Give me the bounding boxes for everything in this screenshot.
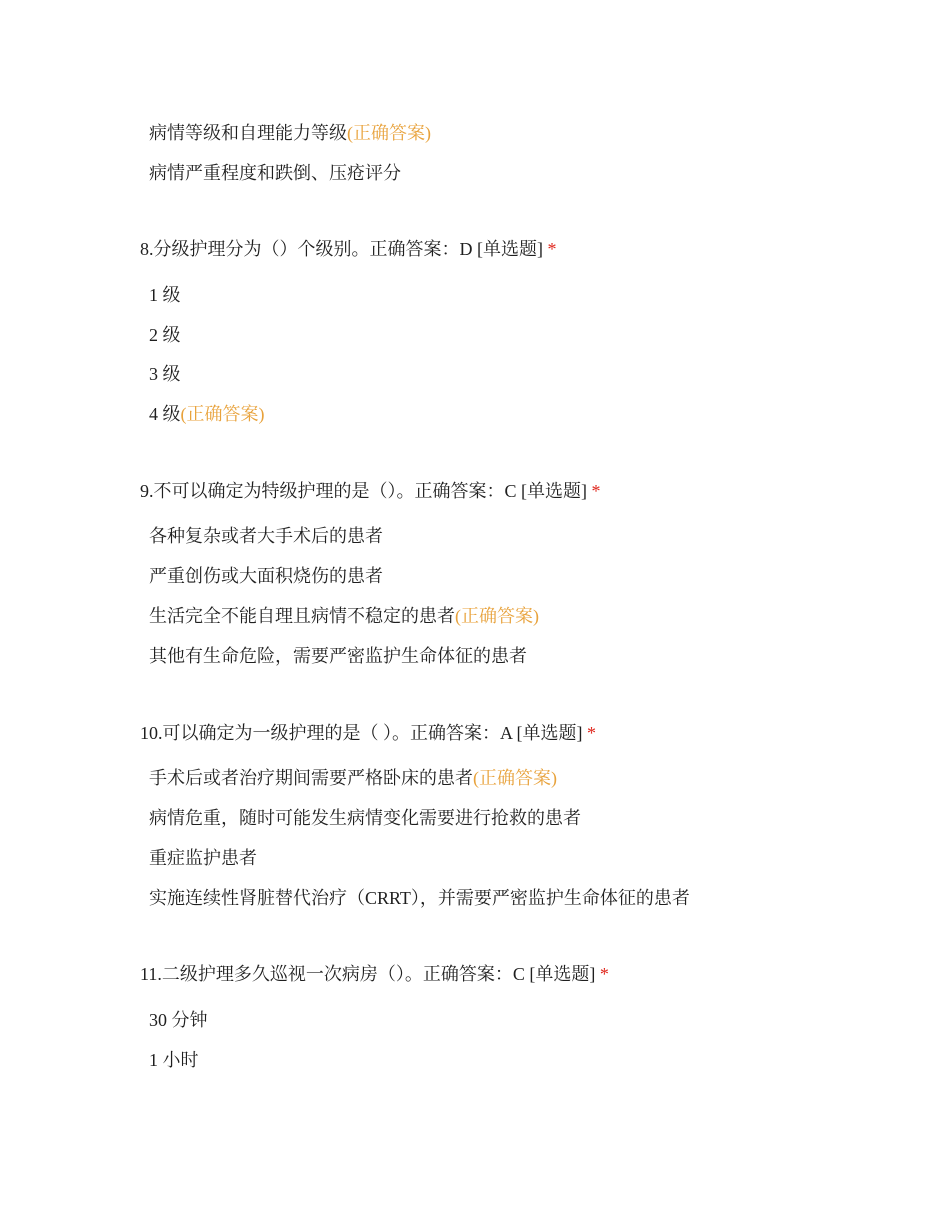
option-text: 4 级 [149, 404, 181, 424]
required-mark: * [587, 723, 596, 743]
q10-option-1 [149, 766, 557, 790]
q11-option-1 [149, 1008, 208, 1032]
question-8-title [140, 237, 557, 261]
option-text: 生活完全不能自理且病情不稳定的患者 [149, 606, 455, 626]
correct-answer-label: (正确答案) [347, 123, 431, 143]
question-11-title [140, 962, 609, 986]
option-text: 重症监护患者 [149, 848, 257, 868]
question-10-title [140, 721, 596, 745]
option-text: 病情严重程度和跌倒、压疮评分 [149, 163, 401, 183]
option-text: 病情危重，随时可能发生病情变化需要进行抢救的患者 [149, 808, 581, 828]
q9-option-3 [149, 604, 539, 628]
q7-option-1 [149, 121, 431, 145]
q11-option-2 [149, 1048, 199, 1072]
q10-option-3 [149, 846, 257, 870]
q10-option-2 [149, 806, 581, 830]
q8-option-2 [149, 323, 181, 347]
correct-answer-label: (正确答案) [455, 606, 539, 626]
option-text: 1 级 [149, 285, 181, 305]
correct-answer-label: (正确答案) [180, 404, 265, 424]
option-text: 30 分钟 [149, 1010, 208, 1030]
q8-option-1 [149, 283, 181, 307]
q8-option-4 [149, 402, 265, 426]
required-mark: * [591, 481, 601, 501]
option-text: 2 级 [149, 325, 181, 345]
question-text: 10.可以确定为一级护理的是（ ）。正确答案：A [单选题] [140, 723, 583, 743]
option-text: 其他有生命危险，需要严密监护生命体征的患者 [149, 646, 527, 666]
option-text: 3 级 [149, 364, 181, 384]
question-text: 11.二级护理多久巡视一次病房（）。正确答案：C [单选题] [140, 964, 596, 984]
option-text: 病情等级和自理能力等级 [149, 123, 347, 143]
correct-answer-label: (正确答案) [473, 768, 557, 788]
q9-option-2 [149, 564, 383, 588]
q9-option-1 [149, 524, 383, 548]
option-text: 手术后或者治疗期间需要严格卧床的患者 [149, 768, 473, 788]
question-9-title [140, 479, 601, 503]
question-text: 8.分级护理分为（）个级别。正确答案：D [单选题] [140, 239, 543, 259]
option-text: 严重创伤或大面积烧伤的患者 [149, 566, 383, 586]
q9-option-4 [149, 644, 527, 668]
required-mark: * [547, 239, 557, 259]
option-text: 各种复杂或者大手术后的患者 [149, 526, 383, 546]
q7-option-2 [149, 161, 401, 185]
option-text: 1 小时 [149, 1050, 199, 1070]
required-mark: * [599, 964, 609, 984]
question-text: 9.不可以确定为特级护理的是（）。正确答案：C [单选题] [140, 481, 587, 501]
q10-option-4 [149, 886, 690, 910]
option-text: 实施连续性肾脏替代治疗（CRRT），并需要严密监护生命体征的患者 [149, 888, 690, 908]
q8-option-3 [149, 362, 181, 386]
